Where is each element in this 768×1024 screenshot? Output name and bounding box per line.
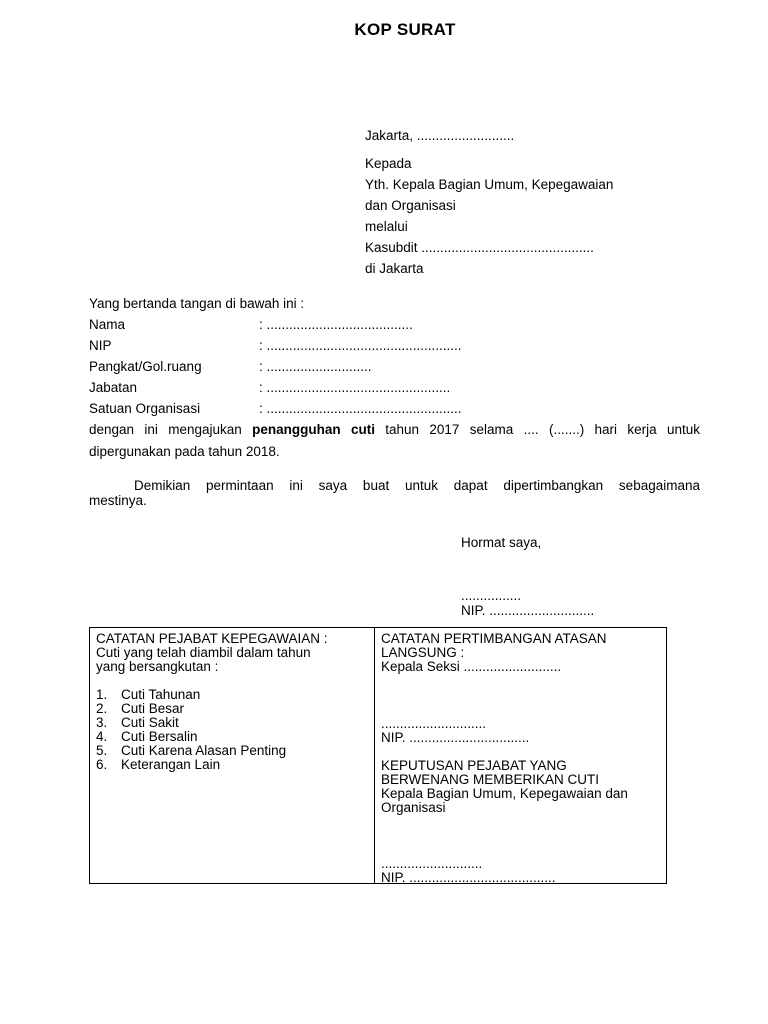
right-sign-2	[381, 857, 556, 885]
right-nip-1: NIP. ................................	[381, 730, 530, 745]
field-label-jabatan: Jabatan	[89, 380, 138, 395]
decision-line-1: KEPUTUSAN PEJABAT YANG	[381, 758, 567, 773]
field-value-pangkat: : ............................	[259, 359, 372, 374]
kepala-seksi-line: Kepala Seksi ..........................	[381, 659, 562, 674]
closing-paragraph-line1: Demikian permintaan ini saya buat untuk dapat dipertimbangkan sebagaimana	[134, 478, 700, 493]
recipient-location: di Jakarta	[365, 261, 424, 276]
letterhead-title: KOP SURAT	[354, 20, 456, 39]
kabag-line-1: Kepala Bagian Umum, Kepegawaian dan	[381, 786, 628, 801]
left-subline-2: yang bersangkutan :	[96, 659, 219, 674]
request-bold: penangguhan cuti	[252, 422, 375, 437]
recipient-melalui: melalui	[365, 219, 408, 234]
list-item: 1. Cuti Tahunan	[96, 687, 201, 702]
closing-paragraph-line2: mestinya.	[89, 493, 147, 508]
request-post: tahun 2017 selama .... (.......) hari kerja untuk	[374, 422, 701, 437]
signature-nip: NIP. ............................	[461, 603, 595, 618]
signature-greeting: Hormat saya,	[461, 535, 542, 550]
recipient-dan: dan Organisasi	[365, 198, 456, 213]
field-value-jabatan: : .................................................	[259, 380, 451, 395]
right-heading-2: LANGSUNG :	[381, 645, 465, 660]
list-item: 3. Cuti Sakit	[96, 715, 179, 730]
right-dots-2: ...........................	[381, 856, 483, 871]
right-nip-2: NIP. .......................................	[381, 870, 556, 885]
decision-line-2: BERWENANG MEMBERIKAN CUTI	[381, 772, 600, 787]
place-date: Jakarta, ..........................	[365, 128, 515, 143]
recipient-kasubdit: Kasubdit ..............................................	[365, 240, 594, 255]
table-divider	[374, 627, 375, 884]
field-label-satuan: Satuan Organisasi	[89, 401, 201, 416]
field-value-satuan: : ....................................................	[259, 401, 462, 416]
list-item: 5. Cuti Karena Alasan Penting	[96, 743, 287, 758]
list-item: 2. Cuti Besar	[96, 701, 185, 716]
table-left-cell	[96, 632, 328, 772]
list-item: 6. Keterangan Lain	[96, 757, 221, 772]
signature-name-dots: ................	[461, 588, 522, 603]
field-label-nama: Nama	[89, 317, 126, 332]
request-pre: dengan ini mengajukan	[89, 422, 253, 437]
table-right-cell	[381, 632, 607, 674]
list-item: 4. Cuti Bersalin	[96, 729, 198, 744]
field-label-nip: NIP	[89, 338, 112, 353]
right-decision	[381, 759, 628, 815]
left-heading: CATATAN PEJABAT KEPEGAWAIAN :	[96, 631, 328, 646]
intro-text: Yang bertanda tangan di bawah ini :	[89, 296, 305, 311]
request-paragraph-line2: dipergunakan pada tahun 2018.	[89, 444, 280, 459]
left-subline-1: Cuti yang telah diambil dalam tahun	[96, 645, 311, 660]
field-label-pangkat: Pangkat/Gol.ruang	[89, 359, 202, 374]
field-value-nip: : ....................................................	[259, 338, 462, 353]
request-paragraph-line1	[89, 422, 700, 437]
right-heading-1: CATATAN PERTIMBANGAN ATASAN	[381, 631, 607, 646]
right-sign-1	[381, 717, 529, 745]
recipient-kepada: Kepada	[365, 156, 412, 171]
field-value-nama: : .......................................	[259, 317, 413, 332]
recipient-yth: Yth. Kepala Bagian Umum, Kepegawaian	[365, 177, 614, 192]
kabag-line-2: Organisasi	[381, 800, 446, 815]
right-dots-1: ............................	[381, 716, 487, 731]
